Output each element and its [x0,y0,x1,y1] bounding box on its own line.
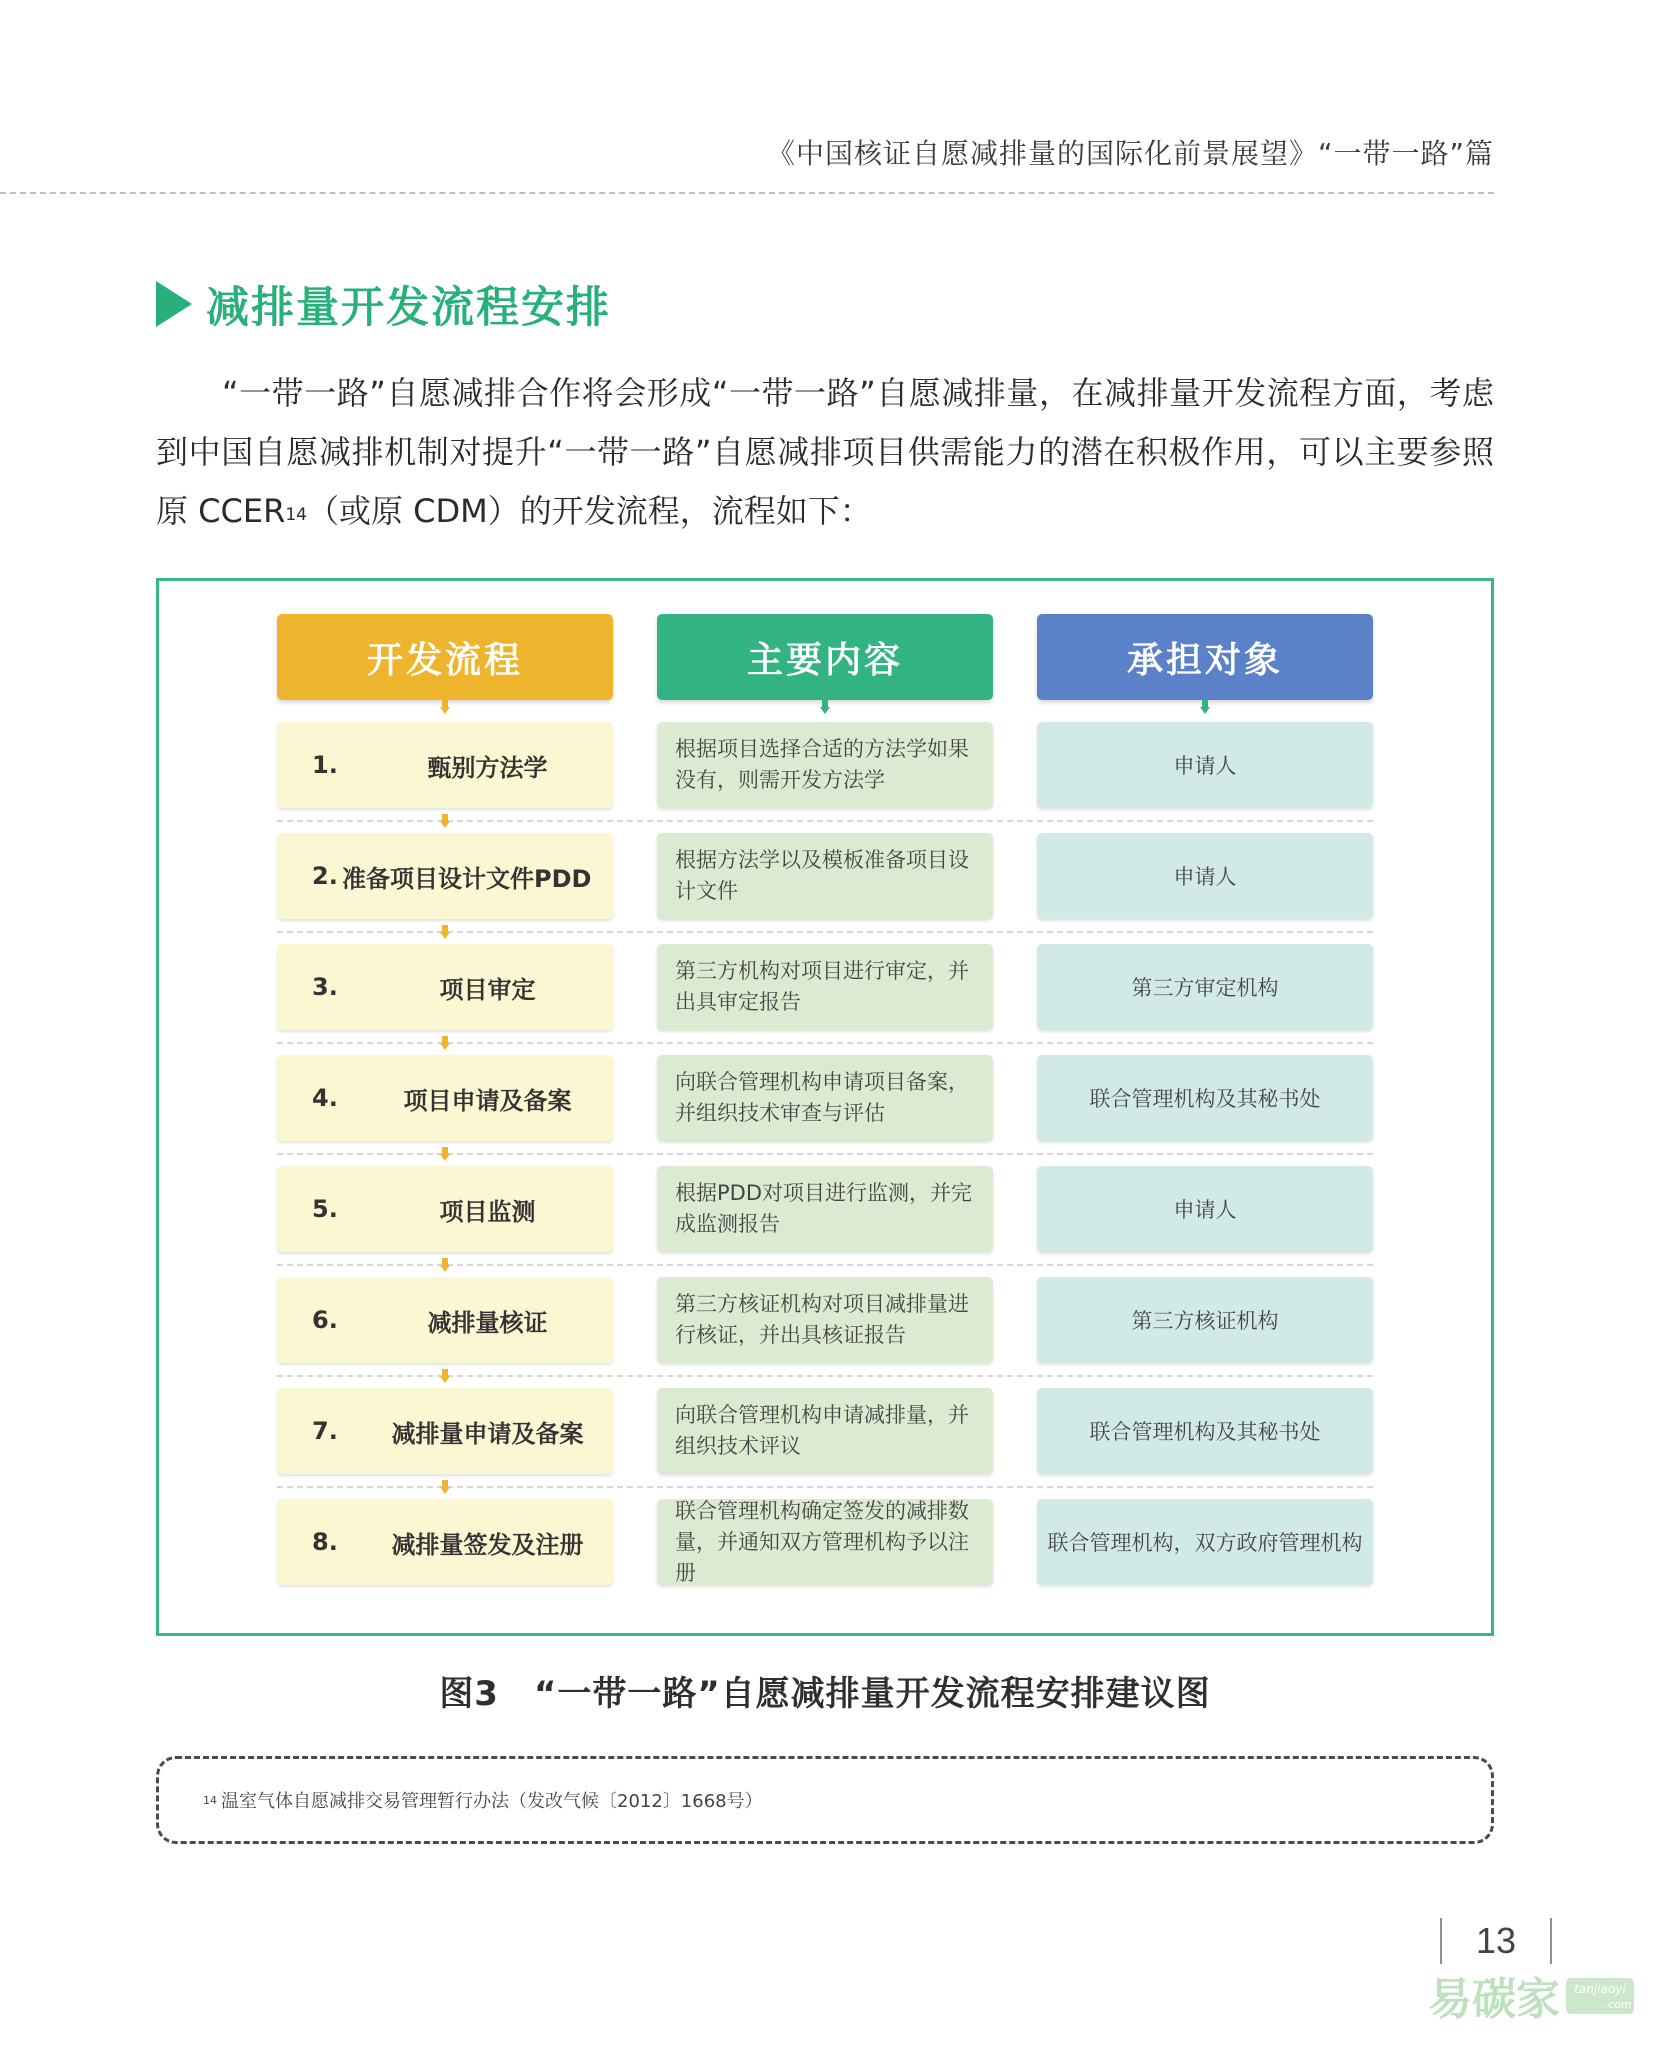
watermark-site-line1: tanjiaoyi [1574,1982,1626,1996]
footnote-mark: 14 [203,1793,217,1807]
content-cell: 联合管理机构确定签发的减排数量，并通知双方管理机构予以注册 [657,1499,993,1585]
step-cell [277,833,613,919]
step-label: 项目审定 [439,975,536,1004]
down-arrow-icon [440,1369,450,1383]
running-header: 《中国核证自愿减排量的国际化前景展望》“一带一路”篇 [766,137,1494,170]
down-arrow-icon [440,700,450,714]
step-label: 项目监测 [439,1197,536,1226]
section-title [156,272,611,336]
down-arrow-icon [1200,700,1210,714]
footnote-reference: 14 [285,505,307,525]
watermark-site-line2: .com [1604,1998,1632,2011]
content-cell: 根据项目选择合适的方法学如果没有，则需开发方法学 [657,722,993,808]
content-cell: 向联合管理机构申请项目备案，并组织技术审查与评估 [657,1055,993,1141]
party-cell: 第三方审定机构 [1037,944,1373,1030]
step-label: 项目申请及备案 [403,1086,572,1115]
content-cell: 向联合管理机构申请减排量，并组织技术评议 [657,1388,993,1474]
party-cell: 联合管理机构及其秘书处 [1037,1388,1373,1474]
step-number: 8. [312,1528,338,1556]
down-arrow-icon [440,1147,450,1161]
step-number: 5. [312,1195,338,1223]
content-cell: 第三方机构对项目进行审定，并出具审定报告 [657,944,993,1030]
content-cell: 第三方核证机构对项目减排量进行核证，并出具核证报告 [657,1277,993,1363]
step-label: 减排量核证 [427,1308,548,1337]
party-cell: 联合管理机构，双方政府管理机构 [1037,1499,1373,1585]
content-cell: 根据方法学以及模板准备项目设计文件 [657,833,993,919]
section-title-text: 减排量开发流程安排 [206,282,611,333]
intro-text-part1: “一带一路”自愿减排合作将会形成“一带一路”自愿减排量，在减排量开发流程方面，考虑到中国自愿减排机制对提升“一带一路”自愿减排项目供需能力的潜在积极作用，可以主要参照原 CCER [156,374,1494,530]
step-label: 甄别方法学 [427,753,548,782]
figure-caption: 图3 “一带一路”自愿减排量开发流程安排建议图 [439,1674,1211,1714]
step-cell [277,944,613,1030]
step-number: 7. [312,1417,338,1445]
down-arrow-icon [820,700,830,714]
down-arrow-icon [440,1480,450,1494]
down-arrow-icon [440,925,450,939]
page-number: 13 [1475,1920,1517,1961]
watermark-brand: 易碳家 [1428,1974,1560,2025]
step-cell [277,1388,613,1474]
step-cell [277,1499,613,1585]
intro-paragraph [156,364,1494,541]
down-arrow-icon [440,1036,450,1050]
step-number: 3. [312,973,338,1001]
party-cell: 联合管理机构及其秘书处 [1037,1055,1373,1141]
step-label: 准备项目设计文件PDD [342,864,592,893]
header-main-content: 主要内容 [657,614,993,700]
step-cell [277,1277,613,1363]
header-responsible-party: 承担对象 [1037,614,1373,700]
content-cell: 根据PDD对项目进行监测，并完成监测报告 [657,1166,993,1252]
step-label: 减排量申请及备案 [391,1419,584,1448]
party-cell: 申请人 [1037,722,1373,808]
intro-text-part2: （或原 CDM）的开发流程，流程如下： [306,492,872,530]
play-triangle-icon [156,281,192,327]
down-arrow-icon [440,814,450,828]
header-development-process: 开发流程 [277,614,613,700]
step-label: 减排量签发及注册 [391,1530,584,1559]
watermark-logo [1428,1968,1638,2030]
step-cell [277,722,613,808]
step-number: 6. [312,1306,338,1334]
step-cell [277,1166,613,1252]
party-cell: 申请人 [1037,833,1373,919]
step-cell [277,1055,613,1141]
party-cell: 第三方核证机构 [1037,1277,1373,1363]
down-arrow-icon [440,1258,450,1272]
step-number: 1. [312,751,338,779]
page-number-box [1440,1918,1552,1964]
footnote-text: 温室气体自愿减排交易管理暂行办法（发改气候〔2012〕1668号） [221,1791,763,1812]
footnote-box [156,1756,1494,1844]
header-divider [0,192,1494,194]
step-number: 2. [312,862,338,890]
party-cell: 申请人 [1037,1166,1373,1252]
step-number: 4. [312,1084,338,1112]
